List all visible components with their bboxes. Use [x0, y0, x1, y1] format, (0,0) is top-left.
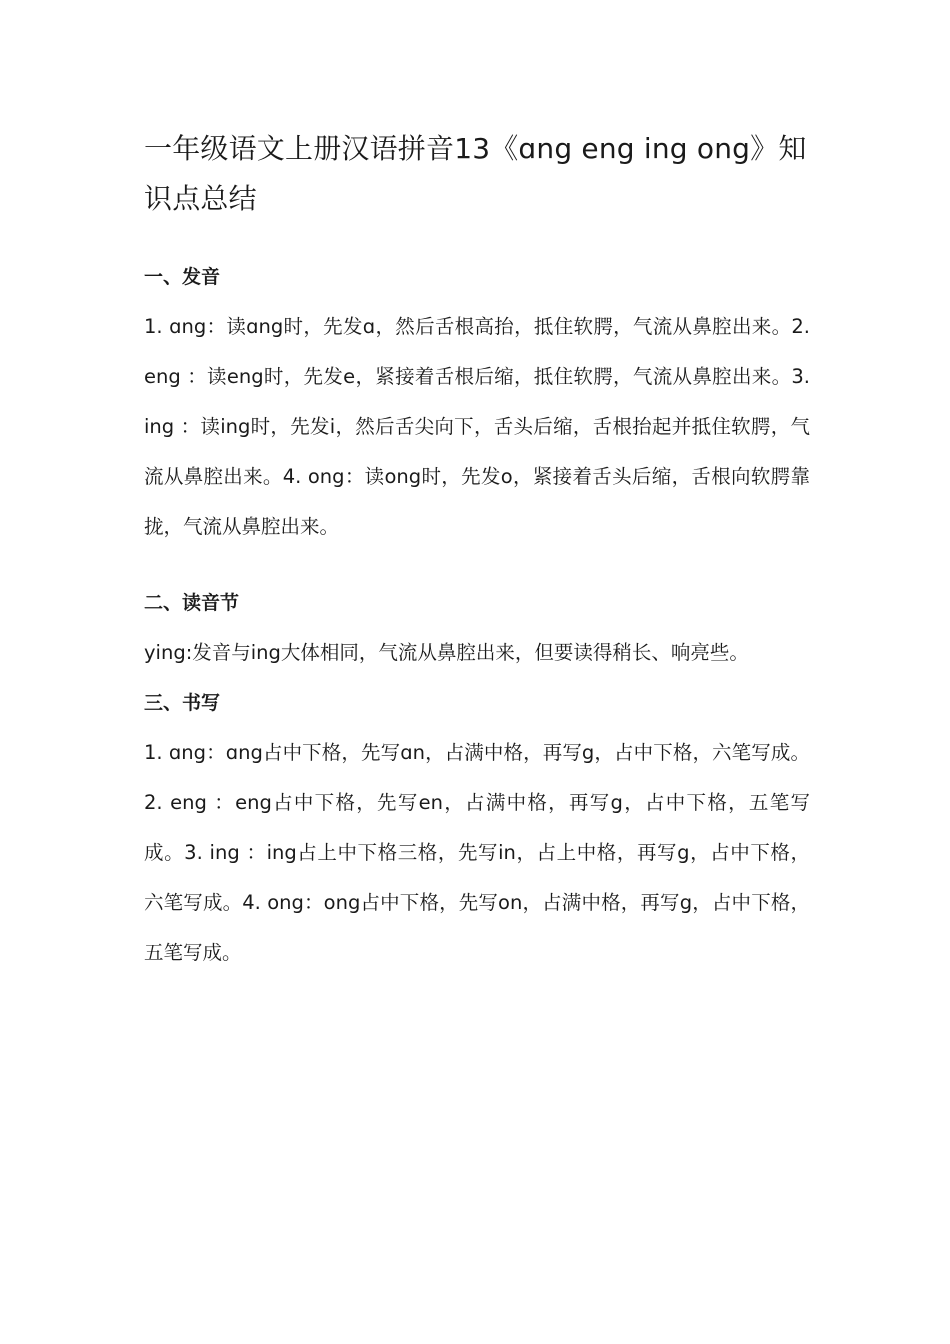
document-title: 一年级语文上册汉语拼音13《ɑng eng ing ong》知识点总结: [144, 132, 807, 215]
section-paragraph-syllables: ying:发音与ing大体相同，气流从鼻腔出来，但要读得稍长、响亮些。: [144, 641, 749, 664]
section-paragraph-writing: 1. ɑng：ɑng占中下格，先写ɑn，占满中格，再写g，占中下格，六笔写成。2. eng ：eng占中下格，先写en，占满中格，再写g，占中下格，五笔写成。3. ing ：ing占上中下格三格，先写in，占上中格，再写g，占中下格，六笔写成。4. ong：ong占中下格，先写on，占满中格，再写g，占中下格，五笔写成。: [144, 741, 810, 964]
section-heading-syllables: 二、读音节: [144, 592, 240, 614]
section-spacer: [144, 552, 810, 578]
section-heading-pronunciation: 一、发音: [144, 266, 221, 288]
document-page: [144, 124, 810, 978]
section-paragraph-pronunciation: 1. ɑng：读ɑng时，先发ɑ，然后舌根高抬，抵住软腭，气流从鼻腔出来。2. eng ：读eng时，先发e，紧接着舌根后缩，抵住软腭，气流从鼻腔出来。3. ing ：读ing时，先发i，然后舌尖向下，舌头后缩，舌根抬起并抵住软腭，气流从鼻腔出来。4. ong：读ong时，先发o，紧接着舌头后缩，舌根向软腭靠拢，气流从鼻腔出来。: [144, 315, 810, 538]
section-heading-writing: 三、书写: [144, 692, 221, 714]
